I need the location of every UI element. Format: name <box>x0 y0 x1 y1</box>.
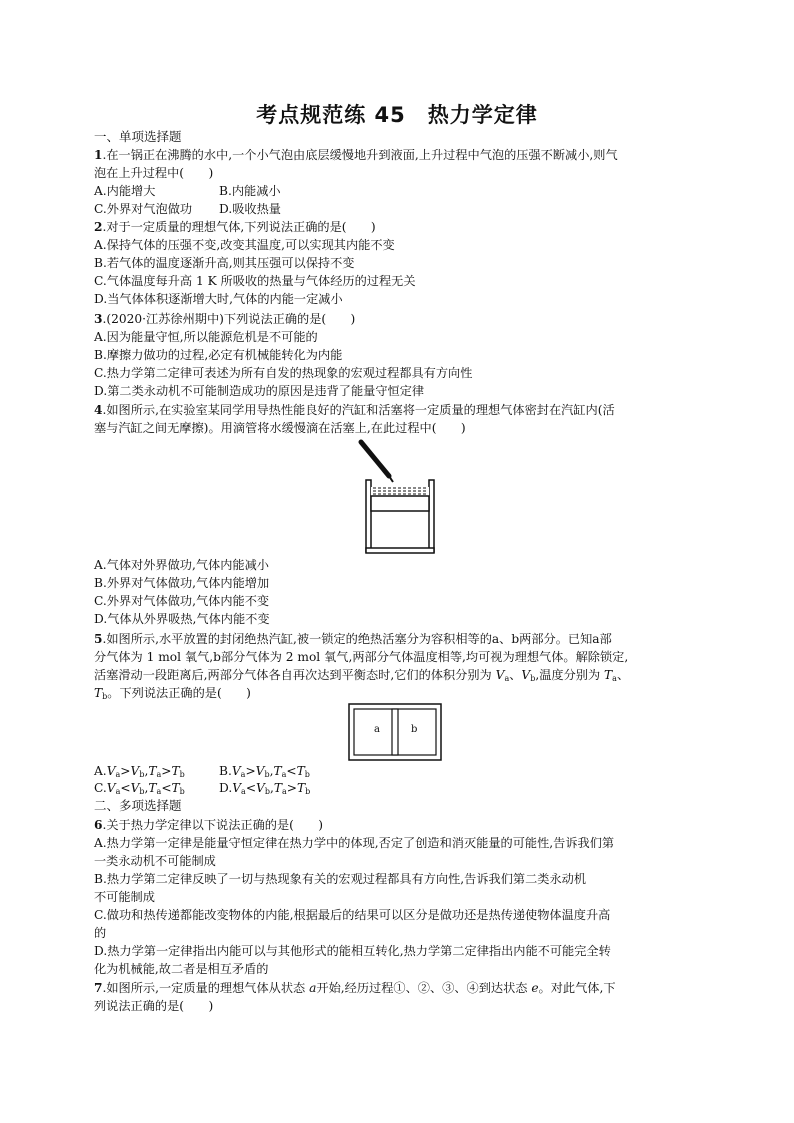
dropper-icon <box>361 442 393 482</box>
question-1-options-row-2 <box>94 200 704 218</box>
option-a: A.气体对外界做功,气体内能减小 <box>94 558 269 572</box>
question-3: 3.(2020·江苏徐州期中)下列说法正确的是( ) <box>94 312 356 326</box>
question-5-line-4: $T_b$。下列说法正确的是( ) <box>94 686 251 701</box>
option-c: C.气体温度每升高 1 K 所吸收的热量与气体经历的过程无关 <box>94 274 416 288</box>
option-b: B.若气体的温度逐渐升高,则其压强可以保持不变 <box>94 256 355 270</box>
horizontal-cylinder-figure <box>348 703 442 761</box>
option-a-continued: 一类永动机不可能制成 <box>94 854 216 868</box>
question-5-line-2: 分气体为 1 mol 氧气,b部分气体为 2 mol 氧气,两部分气体温度相等,均可视为理想气体。解除锁定, <box>94 650 629 664</box>
question-number: 5 <box>94 632 103 646</box>
question-1: 1.在一锅正在沸腾的水中,一个小气泡由底层缓慢地升到液面,上升过程中气泡的压强不断减小,则气 <box>94 148 618 162</box>
option-c: $C.V_a<V_b,T_a<T_b$ <box>94 781 185 796</box>
cylinder-icon <box>366 480 434 553</box>
cylinder-dropper-figure <box>355 438 445 554</box>
option-d: D.第二类永动机不可能制造成功的原因是违背了能量守恒定律 <box>94 384 425 398</box>
option-a: A.因为能量守恒,所以能源危机是不可能的 <box>94 330 318 344</box>
question-number: 6 <box>94 818 103 832</box>
option-b: B.摩擦力做功的过程,必定有机械能转化为内能 <box>94 348 343 362</box>
option-b: B.外界对气体做功,气体内能增加 <box>94 576 270 590</box>
question-7-line-2: 列说法正确的是( ) <box>94 999 214 1013</box>
question-5: 5.如图所示,水平放置的封闭绝热汽缸,被一锁定的绝热活塞分为容积相等的a、b两部分。已知a部 <box>94 632 612 646</box>
question-number: 7 <box>94 981 103 995</box>
option-d: $D.V_a<V_b,T_a>T_b$ <box>219 781 311 796</box>
question-4-line-2: 塞与汽缸之间无摩擦)。用滴管将水缓慢滴在活塞上,在此过程中( ) <box>94 421 466 435</box>
option-d: D.热力学第一定律指出内能可以与其他形式的能相互转化,热力学第二定律指出内能不可能完全转 <box>94 944 611 958</box>
chamber-label-a: a <box>374 724 380 735</box>
chamber-label-b: b <box>411 724 418 735</box>
option-b: B.内能减小 <box>219 184 281 198</box>
question-2: 2.对于一定质量的理想气体,下列说法正确的是( ) <box>94 220 376 234</box>
option-d: D.当气体体积逐渐增大时,气体的内能一定减小 <box>94 292 343 306</box>
section-heading-multiple-choice: 二、多项选择题 <box>94 798 182 813</box>
option-b-continued: 不可能制成 <box>94 890 155 904</box>
option-d: D.气体从外界吸热,气体内能不变 <box>94 612 270 626</box>
question-number: 2 <box>94 220 103 234</box>
option-a: $A.V_a>V_b,T_a>T_b$ <box>94 764 185 779</box>
option-a: A.保持气体的压强不变,改变其温度,可以实现其内能不变 <box>94 238 395 252</box>
option-c-continued: 的 <box>94 926 107 940</box>
question-6: 6.关于热力学定律以下说法正确的是( ) <box>94 818 324 832</box>
option-a: A.内能增大 <box>94 184 156 198</box>
section-heading-single-choice: 一、单项选择题 <box>94 129 182 144</box>
page-title: 考点规范练 45 热力学定律 <box>256 103 538 127</box>
option-b: $B.V_a>V_b,T_a<T_b$ <box>219 764 310 779</box>
question-number: 1 <box>94 148 103 162</box>
question-5-line-3: 活塞滑动一段距离后,两部分气体各自再次达到平衡态时,它们的体积分别为 $V_a$、$V_b$,温度分别为 $T_a$、 <box>94 668 630 683</box>
question-1-line-2: 泡在上升过程中( ) <box>94 166 214 180</box>
option-b: B.热力学第二定律反映了一切与热现象有关的宏观过程都具有方向性,告诉我们第二类永动机 <box>94 872 587 886</box>
question-1-options-row-1 <box>94 182 704 200</box>
question-number: 3 <box>94 312 103 326</box>
option-d-continued: 化为机械能,故二者是相互矛盾的 <box>94 962 269 976</box>
question-7: 7.如图所示,一定质量的理想气体从状态 a开始,经历过程①、②、③、④到达状态 e。对此气体,下 <box>94 981 616 995</box>
option-c: C.做功和热传递都能改变物体的内能,根据最后的结果可以区分是做功还是热传递使物体温度升高 <box>94 908 611 922</box>
option-d: D.吸收热量 <box>219 202 281 216</box>
option-a: A.热力学第一定律是能量守恒定律在热力学中的体现,否定了创造和消灭能量的可能性,告诉我们第 <box>94 836 615 850</box>
question-4: 4.如图所示,在实验室某同学用导热性能良好的汽缸和活塞将一定质量的理想气体密封在汽缸内(活 <box>94 403 615 417</box>
option-c: C.热力学第二定律可表述为所有自发的热现象的宏观过程都具有方向性 <box>94 366 473 380</box>
question-number: 4 <box>94 403 103 417</box>
option-c: C.外界对气体做功,气体内能不变 <box>94 594 270 608</box>
option-c: C.外界对气泡做功 <box>94 202 193 216</box>
